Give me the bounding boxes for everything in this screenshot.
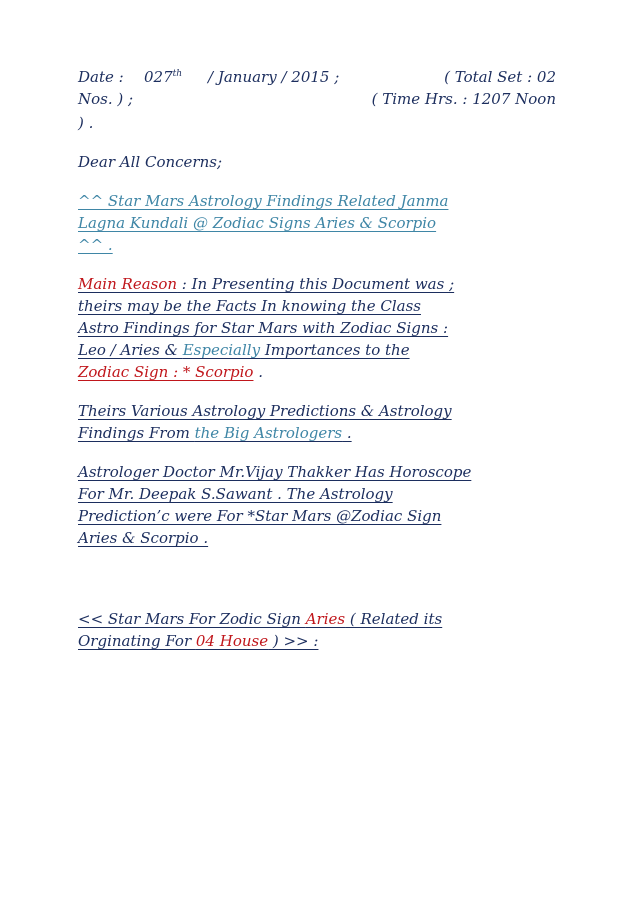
document-page: [78, 68, 556, 669]
date-day: 027th: [144, 68, 183, 86]
main-reason-line-4c: Importances to the: [260, 341, 410, 359]
salutation: Dear All Concerns;: [78, 153, 223, 171]
heading-line-1: ^^ Star Mars Astrology Findings Related Janma: [78, 192, 449, 210]
especially-word: Especially: [182, 341, 261, 359]
section-line-2c: ) >> :: [268, 632, 319, 650]
aries-word: Aries: [305, 610, 346, 628]
main-reason-line-5b: .: [253, 363, 264, 381]
house-04: 04 House: [195, 632, 269, 650]
date-day-suffix: th: [172, 69, 183, 79]
main-reason-block: [78, 273, 556, 383]
time-text: ( Time Hrs. : 1207 Noon: [371, 90, 556, 108]
various-line-2a: Findings From: [78, 424, 195, 442]
date-close: ) .: [78, 114, 94, 132]
heading-block: [78, 190, 556, 256]
date-block: [78, 68, 556, 134]
astrologer-line-1: Astrologer Doctor Mr.Vijay Thakker Has Horoscope: [78, 463, 472, 481]
main-reason-line-1: : In Presenting this Document was ;: [177, 275, 455, 293]
big-astrologers: the Big Astrologers: [194, 424, 343, 442]
various-line-1: Theirs Various Astrology Predictions & Astrology: [78, 402, 452, 420]
main-reason-line-4a: Leo / Aries &: [78, 341, 183, 359]
section-line-2a: Orginating For: [78, 632, 196, 650]
main-reason-line-3: Astro Findings for Star Mars with Zodiac Signs :: [78, 319, 449, 337]
main-reason-line-2: theirs may be the Facts In knowing the Class: [78, 297, 421, 315]
date-month-year: / January / 2015 ;: [208, 68, 340, 86]
date-line: [78, 68, 556, 90]
astrologer-line-3: Prediction’c were For *Star Mars @Zodiac Sign: [78, 507, 442, 525]
astrologer-block: [78, 461, 556, 549]
various-line-2c: .: [342, 424, 352, 442]
blank-gap: [78, 566, 556, 608]
section-line-1a: << Star Mars For Zodic Sign: [78, 610, 306, 628]
total-set: ( Total Set : 02: [444, 68, 556, 86]
date-label: Date :: [78, 68, 124, 86]
various-block: [78, 400, 556, 444]
heading-line-2: Lagna Kundali @ Zodiac Signs Aries & Scorpio: [78, 214, 437, 232]
nos-text: Nos. ) ;: [78, 90, 134, 108]
main-reason-label: Main Reason: [78, 275, 178, 293]
zodiac-sign-scorpio: Zodiac Sign : * Scorpio: [78, 363, 254, 381]
astrologer-line-2: For Mr. Deepak S.Sawant . The Astrology: [78, 485, 393, 503]
time-line: [78, 90, 556, 112]
heading-line-3: ^^ .: [78, 236, 113, 254]
section-line-1c: ( Related its: [345, 610, 443, 628]
section-heading: [78, 608, 556, 652]
astrologer-line-4: Aries & Scorpio .: [78, 529, 209, 547]
